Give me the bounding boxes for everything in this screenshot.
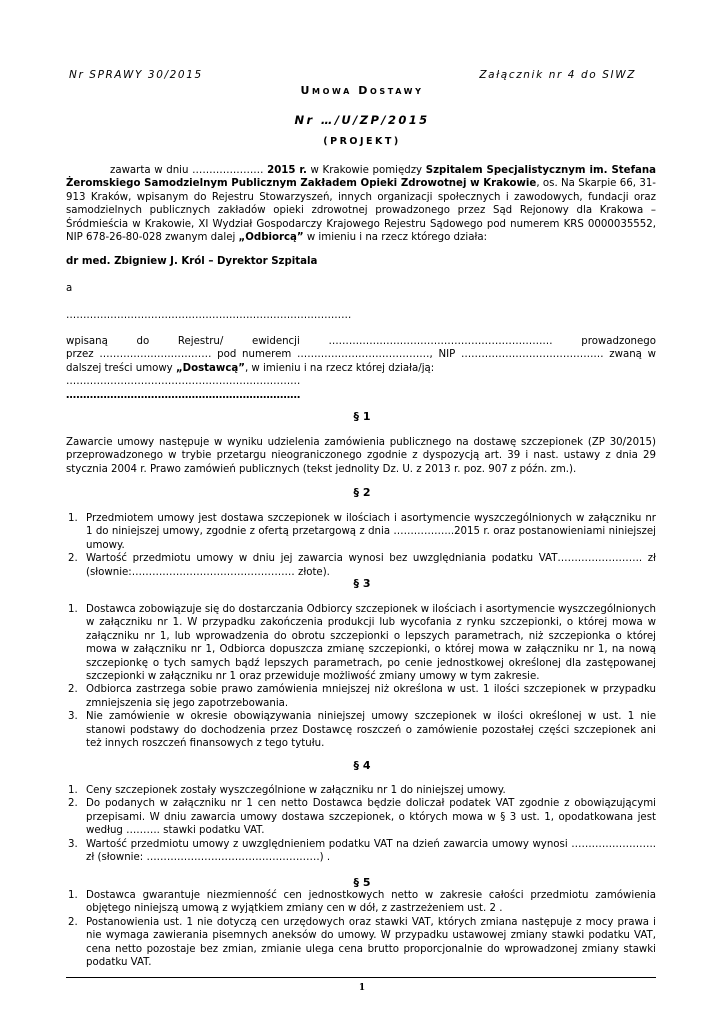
list-item [66,710,656,750]
recipient-term: „Odbiorcą” [238,232,304,244]
item-number: 1. [68,513,78,524]
reg-word-5: ………………………………………………………… [328,336,553,347]
section-5-heading: § 5 [353,876,371,889]
list-item [66,784,656,797]
section-3-list [66,603,656,750]
reg-word-4: ewidencji [251,336,300,347]
section-5-list [66,889,656,969]
representative-dots-1: …………………………………………………………… [66,376,301,388]
and-word: a [66,283,73,294]
list-item [66,916,656,970]
item-number: 1. [68,890,78,901]
reg-line-3-c: , w imieniu i na rzecz której działa/ją: [244,362,435,374]
section-2-list [66,512,656,579]
reg-word-2: do [136,336,150,347]
case-number: Nr SPRAWY 30/2015 [69,69,203,81]
registration-block [66,335,656,402]
contract-number: Nr …/U/ZP/2015 [294,113,430,127]
intro-year: 2015 r. [267,165,307,176]
item-number: 2. [68,553,78,565]
list-item [66,552,656,579]
item-text: Ceny szczepionek zostały wyszczególnione w załączniku nr 1 do niniejszej umowy. [86,785,506,796]
reg-line-3 [66,362,656,375]
representative-dots-2: …………………………………………………………… [66,389,301,401]
draft-label: (PROJEKT) [323,136,401,147]
intro-text-2: , os. Na Skarpie 66, 31-913 Kraków, wpisanym do Rejestru Stowarzyszeń, innych organizacji społecznych i zawodowych, fundacji oraz samodzielnych publicznych zakładów opieki zdrowotnej prowadzonego przez Sąd Rejonowy dla Krakowa – Śródmieścia w Krakowie, XI Wydział Gospodarczy Krajowego Rejestru Sądowego pod numerem KRS 0000035552, NIP 678-26-80-028 zwanym dalej [66,178,656,244]
item-text: Postanowienia ust. 1 nie dotyczą cen urzędowych oraz stawki VAT, których zmiana następuje z mocy prawa i nie wymaga zawierania pisemnych aneksów do umowy. W przypadku ustawowej zmiany stawki podatku VAT, cena netto pozostaje bez zmian, zmianie ulega cena brutto proporcjonalnie do wprowadzonej zmiany stawki podatku VAT. [86,916,656,969]
reg-line-2: przez …………………………… pod numerem …………………………………, NIP …………………………………… zwaną w [66,349,656,361]
item-text: Nie zamówienie w okresie obowiązywania niniejszej umowy szczepionek w ilości określonej w ust. 1 nie stanowi podstawy do dochodzenia przez Dostawcę roszczeń o zamówienie pozostałej części szczepionek ani też innych roszczeń finansowych z tego tytułu. [86,711,656,750]
section-4-list [66,784,656,864]
item-number: 2. [68,916,78,928]
attachment-label: Załącznik nr 4 do SIWZ [479,69,636,81]
reg-word-1: wpisaną [66,336,108,347]
list-item [66,889,656,916]
item-text: Przedmiotem umowy jest dostawa szczepionek w ilościach i asortymencie wyszczególnionych w załączniku nr 1 do niniejszej umowy, zgodnie z ofertą przetargową z dnia ……………...2015 r. oraz postanowieniami niniejszej umowy. [86,513,656,551]
reg-word-3: Rejestru/ [177,336,224,347]
list-item [66,797,656,837]
page-number: 1 [358,983,366,993]
item-number: 1. [68,785,78,796]
section-4-heading: § 4 [353,759,371,772]
section-1-heading: § 1 [353,410,371,423]
section-1-text: Zawarcie umowy następuje w wyniku udzielenia zamówienia publicznego na dostawę szczepionek (ZP 30/2015) przeprowadzonego w trybie przetargu nieograniczonego zgodnie z dyspozycją art. 39 i nast. ustawy z dnia 29 stycznia 2004 r. Prawo zamówień publicznych (tekst jednolity Dz. U. z 2013 r. poz. 907 z późn. zm.). [66,437,656,475]
footer-divider [66,977,656,978]
contractor-name-dots: ………………………………………………………………………… [66,310,352,321]
item-text: Dostawca gwarantuje niezmienność cen jednostkowych netto w zakresie całości przedmiotu zamówienia objętego niniejszą umową z wyjątkiem zmiany cen w dół, z zastrzeżeniem ust. 2 . [86,890,656,915]
contractor-term: „Dostawcą” [175,362,245,374]
hospital-name: Szpitalem Specjalistycznym im. Stefana Żeromskiego Samodzielnym Publicznym Zakładem Opieki Zdrowotnej w Krakowie [66,165,657,190]
item-text: Odbiorca zastrzega sobie prawo zamówienia mniejszej niż określona w ust. 1 ilości szczepionek w przypadku zmniejszenia się jego zapotrzebowania. [86,684,656,709]
item-number: 3. [68,711,78,723]
list-item [66,603,656,683]
item-number: 2. [68,798,78,810]
section-2-heading: § 2 [353,486,371,499]
item-text: Do podanych w załączniku nr 1 cen netto Dostawca będzie doliczał podatek VAT zgodnie z obowiązującymi przepisami. W dniu zawarcia umowy dostawa szczepionek, o których mowa w § 3 ust. 1, opodatkowana jest według ………. stawki podatku VAT. [86,798,656,837]
reg-line-3-a: dalszej treści umowy [66,362,176,374]
director-line: dr med. Zbigniew J. Król – Dyrektor Szpitala [66,256,318,267]
intro-paragraph [66,164,656,244]
item-number: 3. [68,838,78,850]
section-3-heading: § 3 [353,577,371,590]
list-item [66,512,656,552]
item-number: 2. [68,684,78,696]
intro-text-3: w imieniu i na rzecz którego działa: [303,232,488,244]
item-text: Dostawca zobowiązuje się do dostarczania Odbiorcy szczepionek w ilościach i asortymencie wyszczególnionych w załączniku nr 1. W przypadku zakończenia produkcji lub wycofania z rynku szczepionki, o której mowa w załączniku nr 1, lub wprowadzenia do obrotu szczepionki o lepszych parametrach, niż szczepionka o której mowa w załączniku nr 1, Odbiorca dopuszcza zmianę szczepionki, o której mowa w załączniku nr 1, na nową szczepionkę o tych samych bądź lepszych parametrach, po cenie jednostkowej określonej dla zastępowanej szczepionki w załączniku nr 1 oraz przewiduje możliwość zmiany umowy w tym zakresie. [86,604,656,683]
item-text: Wartość przedmiotu umowy z uwzględnieniem podatku VAT na dzień zawarcia umowy wynosi ……………………. zł (słownie: ……………………………………………) . [86,838,656,864]
intro-text-1: w Krakowie pomiędzy [306,165,426,176]
item-text: Wartość przedmiotu umowy w dniu jej zawarcia wynosi bez uwzględniania podatku VAT……………………. zł (słownie:………………………………………… złote). [86,553,656,578]
list-item [66,683,656,710]
reg-word-6: prowadzonego [581,336,656,347]
document-title: Umowa Dostawy [300,84,424,97]
item-number: 1. [68,604,78,615]
intro-date: zawarta w dniu ………………… [110,165,268,176]
list-item [66,838,656,865]
